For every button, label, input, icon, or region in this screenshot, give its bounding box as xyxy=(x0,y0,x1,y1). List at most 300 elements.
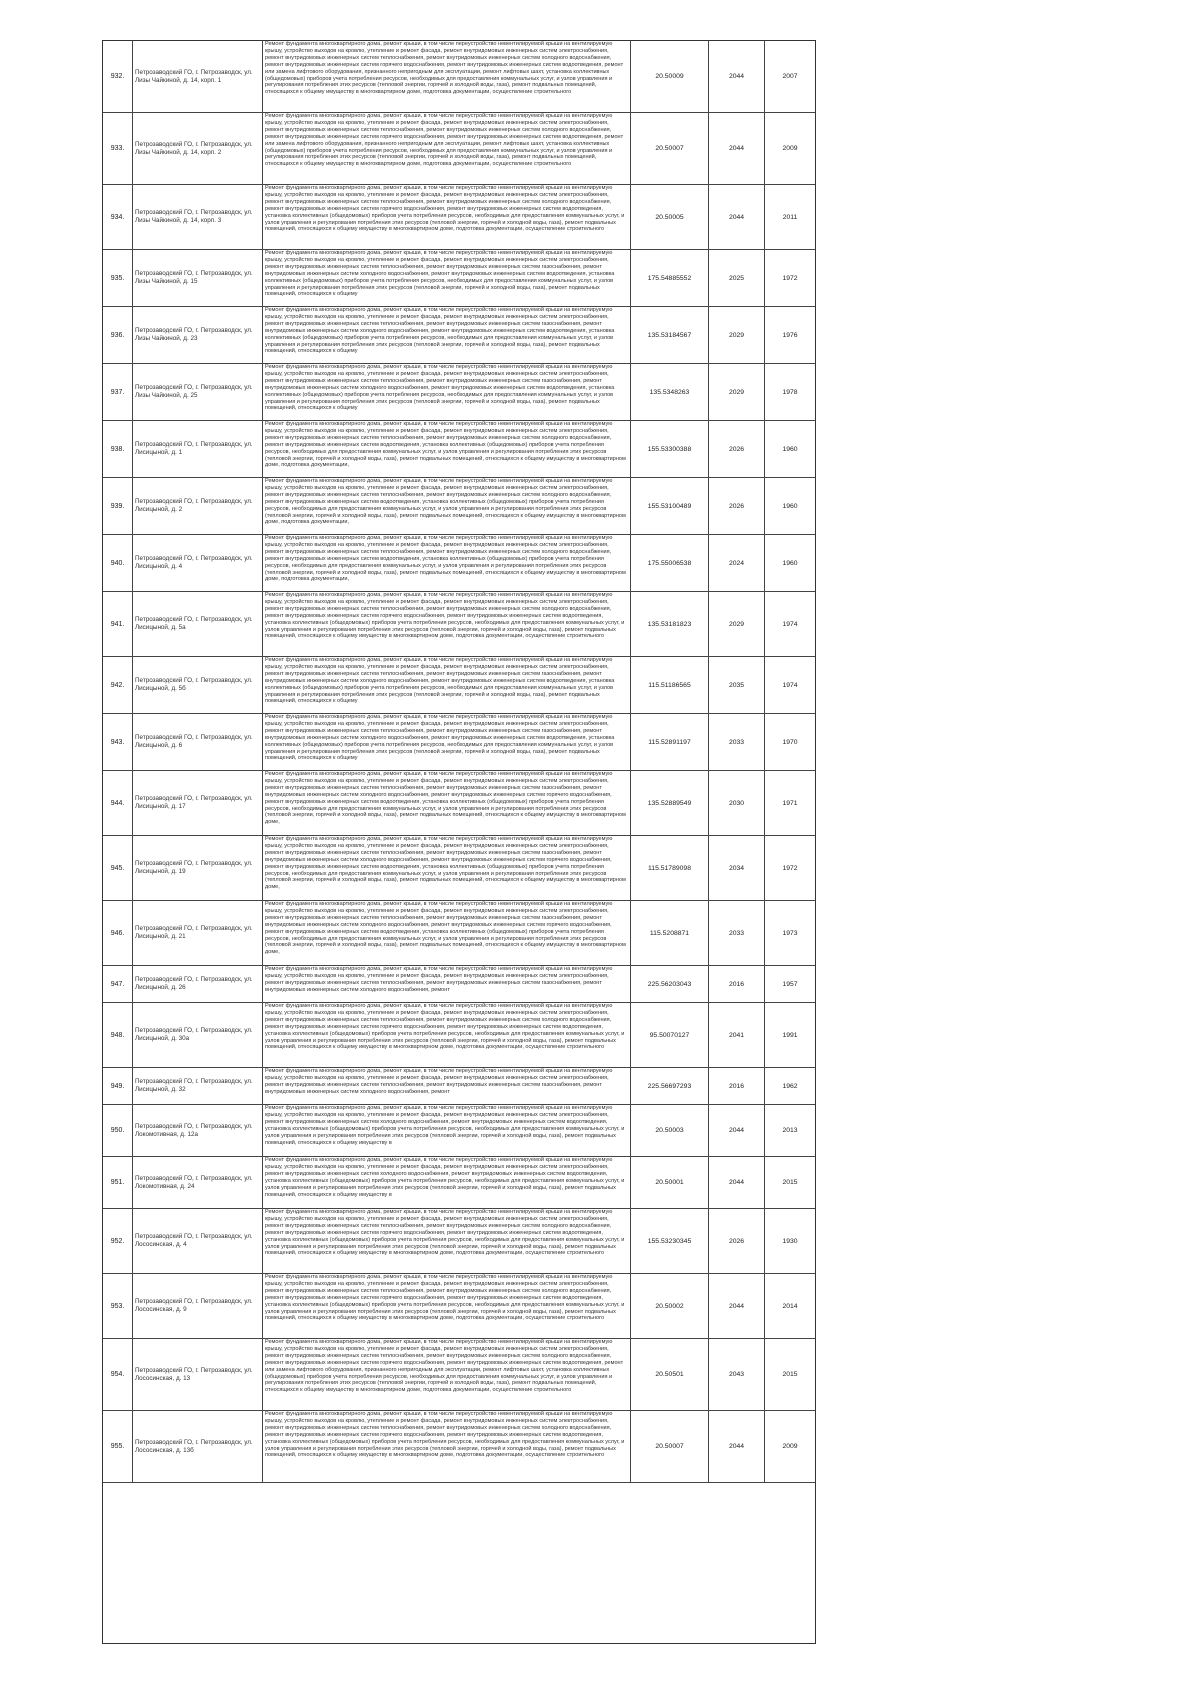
plan-year-cell xyxy=(709,901,765,965)
row-number xyxy=(103,1003,133,1067)
plan-year-cell-text: 2043 xyxy=(728,1371,745,1378)
work-description-cell xyxy=(263,657,631,713)
cost-cell xyxy=(631,535,709,591)
work-description-cell-text: Ремонт фундамента многоквартирного дома, ремонт крыши, в том числе переустройство невентилируемой крыши на вентилируемую крышу, устройство выходов на кровлю, утепление и ремонт фасада, ремонт внутридомовых инженерных систем электроснабжения, ремонт внутридомовых инженерных систем теплоснабжения, ремонт внутридомовых инженерных систем газоснабжения, ремонт внутридомовых инженерных систем холодного водоснабжения, ремонт внутридомовых инженерных систем водоотведения, установка коллективных (общедомовых) приборов учета потребления ресурсов, необходимых для предоставления коммунальных услуг, и узлов управления и регулирования потребления этих ресурсов (тепловой энергии, горячей и холодной воды, газа), ремонт подвальных помещений, относящихся к общему xyxy=(265,364,615,412)
work-description-cell xyxy=(263,966,631,1002)
plan-year-cell xyxy=(709,771,765,835)
row-number-text: 952. xyxy=(110,1237,125,1245)
plan-year-cell-text: 2035 xyxy=(728,681,745,689)
row-number xyxy=(103,364,133,420)
cost-cell xyxy=(631,1157,709,1208)
row-number-text: 938. xyxy=(110,445,125,453)
row-number xyxy=(103,1411,133,1482)
work-description-cell xyxy=(263,41,631,112)
build-year-cell-text: 1978 xyxy=(782,388,798,396)
address-cell-text: Петрозаводский ГО, г. Петрозаводск, ул. Лизы Чайкиной, д. 15 xyxy=(135,270,253,285)
plan-year-cell-text: 2044 xyxy=(728,1302,745,1310)
build-year-cell xyxy=(765,1274,815,1338)
build-year-cell-text: 1973 xyxy=(782,929,798,937)
cost-cell-text: 175.54885552 xyxy=(647,274,692,282)
address-cell-text: Петрозаводский ГО, г. Петрозаводск, ул. Лососинская, д. 13 xyxy=(135,1366,253,1382)
table-row xyxy=(103,657,815,714)
address-cell xyxy=(133,771,263,835)
row-number xyxy=(103,592,133,656)
cost-cell-text: 155.53300388 xyxy=(647,445,692,453)
row-number xyxy=(103,421,133,477)
table-row xyxy=(103,1274,815,1339)
cost-cell xyxy=(631,592,709,656)
capital-repair-table xyxy=(102,40,816,1644)
work-description-cell-text: Ремонт фундамента многоквартирного дома, ремонт крыши, в том числе переустройство невентилируемой крыши на вентилируемую крышу, устройство выходов на кровлю, утепление и ремонт фасада, ремонт внутридомовых инженерных систем электроснабжения, ремонт внутридомовых инженерных систем теплоснабжения, ремонт внутридомовых инженерных систем холодного водоснабжения, ремонт внутридомовых инженерных систем горячего водоснабжения, ремонт внутридомовых инженерных систем водоотведения, ремонт или замена лифтового оборудования, признанного непригодным для эксплуатации, ремонт лифтовых шахт, установка коллективных (общедомовых) приборов учета потребления ресурсов, необходимых для предоставления коммунальных услуг, и узлов управления и регулирования потребления этих ресурсов (тепловой энергии, горячей и холодной воды, газа), ремонт подвальных помещений, относящихся к общему имуществу в многоквартирном доме, подготовка документации, осуществление строительного xyxy=(265,1339,624,1394)
work-description-cell xyxy=(263,592,631,656)
row-number-text: 953. xyxy=(110,1302,125,1310)
row-number-text: 937. xyxy=(110,388,125,396)
row-number-text: 934. xyxy=(110,213,125,221)
cost-cell xyxy=(631,771,709,835)
build-year-cell xyxy=(765,478,815,534)
build-year-cell xyxy=(765,1209,815,1273)
build-year-cell xyxy=(765,1157,815,1208)
address-cell xyxy=(133,592,263,656)
cost-cell-text: 135.52889549 xyxy=(647,799,692,807)
plan-year-cell xyxy=(709,185,765,249)
plan-year-cell xyxy=(709,364,765,420)
work-description-cell-text: Ремонт фундамента многоквартирного дома, ремонт крыши, в том числе переустройство невентилируемой крыши на вентилируемую крышу, устройство выходов на кровлю, утепление и ремонт фасада, ремонт внутридомовых инженерных систем электроснабжения, ремонт внутридомовых инженерных систем теплоснабжения, ремонт внутридомовых инженерных систем холодного водоснабжения, ремонт внутридомовых инженерных систем горячего водоснабжения, ремонт внутридомовых инженерных систем водоотведения, ремонт или замена лифтового оборудования, признанного непригодным для эксплуатации, ремонт лифтовых шахт, установка коллективных (общедомовых) приборов учета потребления ресурсов, необходимых для предоставления коммунальных услуг, и узлов управления и регулирования потребления этих ресурсов (тепловой энергии, горячей и холодной воды, газа), ремонт подвальных помещений, относящихся к общему имуществу в многоквартирном доме, подготовка документации, осуществление строительного xyxy=(265,41,624,96)
work-description-cell xyxy=(263,185,631,249)
plan-year-cell xyxy=(709,1157,765,1208)
plan-year-cell-text: 2033 xyxy=(728,738,745,746)
cost-cell xyxy=(631,1339,709,1410)
address-cell xyxy=(133,1157,263,1208)
cost-cell-text: 20.50501 xyxy=(655,1371,684,1378)
work-description-cell xyxy=(263,1105,631,1156)
build-year-cell xyxy=(765,113,815,184)
work-description-cell xyxy=(263,421,631,477)
table-row xyxy=(103,714,815,771)
work-description-cell xyxy=(263,771,631,835)
build-year-cell-text: 1974 xyxy=(782,681,798,689)
address-cell xyxy=(133,421,263,477)
table-row xyxy=(103,1209,815,1274)
work-description-cell-text: Ремонт фундамента многоквартирного дома, ремонт крыши, в том числе переустройство невентилируемой крыши на вентилируемую крышу, устройство выходов на кровлю, утепление и ремонт фасада, ремонт внутридомовых инженерных систем электроснабжения, ремонт внутридомовых инженерных систем теплоснабжения, ремонт внутридомовых инженерных систем холодного водоснабжения, ремонт внутридомовых инженерных систем водоотведения, установка коллективных (общедомовых) приборов учета потребления ресурсов, необходимых для предоставления коммунальных услуг, и узлов управления и регулирования потребления этих ресурсов (тепловой энергии, горячей и холодной воды, газа), ремонт подвальных помещений, относящихся к общему имуществу в многоквартирном доме, подготовка документации, xyxy=(265,535,626,583)
row-number-text: 947. xyxy=(110,980,125,988)
row-number-text: 954. xyxy=(110,1371,125,1378)
row-number xyxy=(103,901,133,965)
build-year-cell-text: 2009 xyxy=(782,1443,798,1450)
build-year-cell xyxy=(765,41,815,112)
work-description-cell-text: Ремонт фундамента многоквартирного дома, ремонт крыши, в том числе переустройство невентилируемой крыши на вентилируемую крышу, устройство выходов на кровлю, утепление и ремонт фасада, ремонт внутридомовых инженерных систем электроснабжения, ремонт внутридомовых инженерных систем холодного водоснабжения, ремонт внутридомовых инженерных систем водоотведения, установка коллективных (общедомовых) приборов учета потребления ресурсов, необходимых для предоставления коммунальных услуг, и узлов управления и регулирования потребления этих ресурсов (тепловой энергии, горячей и холодной воды, газа), ремонт подвальных помещений, относящихся к общему имуществу в xyxy=(265,1157,625,1198)
table-row xyxy=(103,478,815,535)
address-cell xyxy=(133,1105,263,1156)
address-cell-text: Петрозаводский ГО, г. Петрозаводск, ул. Лизы Чайкиной, д. 14, корп. 1 xyxy=(135,68,253,84)
row-number xyxy=(103,1105,133,1156)
address-cell-text: Петрозаводский ГО, г. Петрозаводск, ул. Локомотивная, д. 12а xyxy=(135,1122,253,1138)
work-description-cell-text: Ремонт фундамента многоквартирного дома, ремонт крыши, в том числе переустройство невентилируемой крыши на вентилируемую крышу, устройство выходов на кровлю, утепление и ремонт фасада, ремонт внутридомовых инженерных систем электроснабжения, ремонт внутридомовых инженерных систем теплоснабжения, ремонт внутридомовых инженерных систем холодного водоснабжения, ремонт внутридомовых инженерных систем водоотведения, установка коллективных (общедомовых) приборов учета потребления ресурсов, необходимых для предоставления коммунальных услуг, и узлов управления и регулирования потребления этих ресурсов (тепловой энергии, горячей и холодной воды, газа), ремонт подвальных помещений, относящихся к общему имуществу в многоквартирном доме, подготовка документации, xyxy=(265,421,626,469)
plan-year-cell-text: 2034 xyxy=(728,864,745,872)
table-row xyxy=(103,966,815,1003)
work-description-cell xyxy=(263,250,631,306)
plan-year-cell xyxy=(709,41,765,112)
row-number-text: 943. xyxy=(110,738,125,746)
work-description-cell xyxy=(263,1274,631,1338)
row-number-text: 941. xyxy=(110,620,125,628)
build-year-cell xyxy=(765,966,815,1002)
plan-year-cell-text: 2044 xyxy=(728,73,745,80)
work-description-cell-text: Ремонт фундамента многоквартирного дома, ремонт крыши, в том числе переустройство невентилируемой крыши на вентилируемую крышу, устройство выходов на кровлю, утепление и ремонт фасада, ремонт внутридомовых инженерных систем электроснабжения, ремонт внутридомовых инженерных систем теплоснабжения, ремонт внутридомовых инженерных систем холодного водоснабжения, ремонт внутридомовых инженерных систем горячего водоснабжения, ремонт внутридомовых инженерных систем водоотведения, установка коллективных (общедомовых) приборов учета потребления ресурсов, необходимых для предоставления коммунальных услуг, и узлов управления и регулирования потребления этих ресурсов (тепловой энергии, горячей и холодной воды, газа), ремонт подвальных помещений, относящихся к общему имуществу в многоквартирном доме, подготовка документации, осуществление строительного xyxy=(265,592,625,640)
build-year-cell-text: 1960 xyxy=(782,502,798,510)
row-number xyxy=(103,714,133,770)
cost-cell-text: 20.50007 xyxy=(655,1443,684,1450)
build-year-cell xyxy=(765,421,815,477)
plan-year-cell-text: 2033 xyxy=(728,929,745,937)
row-number xyxy=(103,771,133,835)
row-number-text: 950. xyxy=(110,1127,125,1134)
row-number xyxy=(103,1157,133,1208)
cost-cell-text: 135.53181823 xyxy=(647,620,692,628)
work-description-cell xyxy=(263,901,631,965)
table-row xyxy=(103,307,815,364)
work-description-cell-text: Ремонт фундамента многоквартирного дома, ремонт крыши, в том числе переустройство невентилируемой крыши на вентилируемую крышу, устройство выходов на кровлю, утепление и ремонт фасада, ремонт внутридомовых инженерных систем электроснабжения, ремонт внутридомовых инженерных систем теплоснабжения, ремонт внутридомовых инженерных систем газоснабжения, ремонт внутридомовых инженерных систем холодного водоснабжения, ремонт внутридомовых инженерных систем водоотведения, установка коллективных (общедомовых) приборов учета потребления ресурсов, необходимых для предоставления коммунальных услуг, и узлов управления и регулирования потребления этих ресурсов (тепловой энергии, горячей и холодной воды, газа), ремонт подвальных помещений, относящихся к общему xyxy=(265,714,615,762)
build-year-cell xyxy=(765,1105,815,1156)
plan-year-cell-text: 2026 xyxy=(728,1237,745,1245)
address-cell-text: Петрозаводский ГО, г. Петрозаводск, ул. Лизы Чайкиной, д. 25 xyxy=(135,384,253,399)
plan-year-cell-text: 2026 xyxy=(728,445,745,453)
address-cell-text: Петрозаводский ГО, г. Петрозаводск, ул. Лисицыной, д. 2 xyxy=(135,498,253,513)
cost-cell xyxy=(631,1105,709,1156)
build-year-cell-text: 1930 xyxy=(782,1237,798,1245)
work-description-cell xyxy=(263,1157,631,1208)
cost-cell xyxy=(631,478,709,534)
work-description-cell-text: Ремонт фундамента многоквартирного дома, ремонт крыши, в том числе переустройство невентилируемой крыши на вентилируемую крышу, устройство выходов на кровлю, утепление и ремонт фасада, ремонт внутридомовых инженерных систем электроснабжения, ремонт внутридомовых инженерных систем теплоснабжения, ремонт внутридомовых инженерных систем холодного водоснабжения, ремонт внутридомовых инженерных систем водоотведения, установка коллективных (общедомовых) приборов учета потребления ресурсов, необходимых для предоставления коммунальных услуг, и узлов управления и регулирования потребления этих ресурсов (тепловой энергии, горячей и холодной воды, газа), ремонт подвальных помещений, относящихся к общему имуществу в многоквартирном доме, подготовка документации, xyxy=(265,478,626,526)
address-cell xyxy=(133,113,263,184)
build-year-cell xyxy=(765,535,815,591)
cost-cell-text: 225.56697293 xyxy=(647,1082,692,1090)
address-cell-text: Петрозаводский ГО, г. Петрозаводск, ул. Лисицыной, д. 19 xyxy=(135,860,253,875)
table-row xyxy=(103,1339,815,1411)
plan-year-cell-text: 2044 xyxy=(728,145,745,152)
table-row xyxy=(103,535,815,592)
address-cell xyxy=(133,1274,263,1338)
cost-cell-text: 155.53100489 xyxy=(647,502,692,510)
build-year-cell-text: 2015 xyxy=(782,1179,798,1186)
plan-year-cell xyxy=(709,1105,765,1156)
row-number xyxy=(103,113,133,184)
plan-year-cell-text: 2029 xyxy=(728,331,745,339)
row-number-text: 949. xyxy=(110,1082,125,1090)
address-cell xyxy=(133,41,263,112)
plan-year-cell-text: 2025 xyxy=(728,274,745,282)
build-year-cell xyxy=(765,250,815,306)
row-number xyxy=(103,41,133,112)
cost-cell xyxy=(631,185,709,249)
address-cell-text: Петрозаводский ГО, г. Петрозаводск, ул. Лососинская, д. 9 xyxy=(135,1298,253,1313)
address-cell-text: Петрозаводский ГО, г. Петрозаводск, ул. Лизы Чайкиной, д. 14, корп. 2 xyxy=(135,140,253,156)
cost-cell-text: 115.51186565 xyxy=(648,681,691,689)
row-number-text: 932. xyxy=(110,73,125,80)
address-cell-text: Петрозаводский ГО, г. Петрозаводск, ул. Лососинская, д. 13б xyxy=(135,1438,253,1454)
cost-cell xyxy=(631,113,709,184)
work-description-cell-text: Ремонт фундамента многоквартирного дома, ремонт крыши, в том числе переустройство невентилируемой крыши на вентилируемую крышу, устройство выходов на кровлю, утепление и ремонт фасада, ремонт внутридомовых инженерных систем электроснабжения, ремонт внутридомовых инженерных систем теплоснабжения, ремонт внутридомовых инженерных систем холодного водоснабжения, ремонт внутридомовых инженерных систем горячего водоснабжения, ремонт внутридомовых инженерных систем водоотведения, ремонт или замена лифтового оборудования, признанного непригодным для эксплуатации, ремонт лифтовых шахт, установка коллективных (общедомовых) приборов учета потребления ресурсов, необходимых для предоставления коммунальных услуг, и узлов управления и регулирования потребления этих ресурсов (тепловой энергии, горячей и холодной воды, газа), ремонт подвальных помещений, относящихся к общему имуществу в многоквартирном доме, подготовка документации, осуществление строительного xyxy=(265,113,624,168)
cost-cell-text: 155.53230345 xyxy=(647,1237,692,1245)
row-number xyxy=(103,1068,133,1104)
row-number-text: 933. xyxy=(110,145,125,152)
cost-cell-text: 20.50002 xyxy=(655,1302,684,1310)
plan-year-cell-text: 2044 xyxy=(728,1127,745,1134)
address-cell xyxy=(133,657,263,713)
address-cell-text: Петрозаводский ГО, г. Петрозаводск, ул. Лисицыной, д. 26 xyxy=(135,976,253,991)
row-number xyxy=(103,250,133,306)
address-cell-text: Петрозаводский ГО, г. Петрозаводск, ул. Лизы Чайкиной, д. 23 xyxy=(135,327,253,342)
work-description-cell-text: Ремонт фундамента многоквартирного дома, ремонт крыши, в том числе переустройство невентилируемой крыши на вентилируемую крышу, устройство выходов на кровлю, утепление и ремонт фасада, ремонт внутридомовых инженерных систем электроснабжения, ремонт внутридомовых инженерных систем теплоснабжения, ремонт внутридомовых инженерных систем газоснабжения, ремонт внутридомовых инженерных систем холодного водоснабжения, ремонт внутридомовых инженерных систем горячего водоснабжения, ремонт внутридомовых инженерных систем водоотведения, установка коллективных (общедомовых) приборов учета потребления ресурсов, необходимых для предоставления коммунальных услуг, и узлов управления и регулирования потребления этих ресурсов (тепловой энергии, горячей и холодной воды, газа), ремонт подвальных помещений, относящихся к общему имуществу в многоквартирном доме, xyxy=(265,771,626,826)
table-row xyxy=(103,836,815,901)
address-cell-text: Петрозаводский ГО, г. Петрозаводск, ул. Локомотивная, д. 24 xyxy=(135,1174,253,1190)
work-description-cell-text: Ремонт фундамента многоквартирного дома, ремонт крыши, в том числе переустройство невентилируемой крыши на вентилируемую крышу, устройство выходов на кровлю, утепление и ремонт фасада, ремонт внутридомовых инженерных систем электроснабжения, ремонт внутридомовых инженерных систем теплоснабжения, ремонт внутридомовых инженерных систем газоснабжения, ремонт внутридомовых инженерных систем холодного водоснабжения, ремонт внутридомовых инженерных систем горячего водоснабжения, ремонт внутридомовых инженерных систем водоотведения, установка коллективных (общедомовых) приборов учета потребления ресурсов, необходимых для предоставления коммунальных услуг, и узлов управления и регулирования потребления этих ресурсов (тепловой энергии, горячей и холодной воды, газа), ремонт подвальных помещений, относящихся к общему имуществу в многоквартирном доме, xyxy=(265,901,626,956)
work-description-cell-text: Ремонт фундамента многоквартирного дома, ремонт крыши, в том числе переустройство невентилируемой крыши на вентилируемую крышу, устройство выходов на кровлю, утепление и ремонт фасада, ремонт внутридомовых инженерных систем электроснабжения, ремонт внутридомовых инженерных систем теплоснабжения, ремонт внутридомовых инженерных систем газоснабжения, ремонт внутридомовых инженерных систем холодного водоснабжения, ремонт xyxy=(265,966,613,993)
build-year-cell xyxy=(765,1068,815,1104)
build-year-cell-text: 2011 xyxy=(782,213,798,221)
build-year-cell xyxy=(765,714,815,770)
build-year-cell xyxy=(765,307,815,363)
cost-cell xyxy=(631,657,709,713)
table-row xyxy=(103,1157,815,1209)
row-number xyxy=(103,1339,133,1410)
plan-year-cell xyxy=(709,1274,765,1338)
address-cell xyxy=(133,250,263,306)
build-year-cell xyxy=(765,771,815,835)
address-cell xyxy=(133,966,263,1002)
build-year-cell xyxy=(765,1411,815,1482)
address-cell-text: Петрозаводский ГО, г. Петрозаводск, ул. Лисицыной, д. 5а xyxy=(135,616,253,631)
plan-year-cell-text: 2041 xyxy=(728,1031,745,1039)
cost-cell-text: 115.5208871 xyxy=(649,929,690,937)
row-number-text: 935. xyxy=(110,274,125,282)
address-cell xyxy=(133,185,263,249)
row-number-text: 945. xyxy=(110,864,125,872)
build-year-cell-text: 1972 xyxy=(782,864,798,872)
table-row xyxy=(103,1411,815,1483)
build-year-cell xyxy=(765,185,815,249)
row-number-text: 939. xyxy=(110,502,125,510)
row-number xyxy=(103,966,133,1002)
work-description-cell-text: Ремонт фундамента многоквартирного дома, ремонт крыши, в том числе переустройство невентилируемой крыши на вентилируемую крышу, устройство выходов на кровлю, утепление и ремонт фасада, ремонт внутридомовых инженерных систем электроснабжения, ремонт внутридомовых инженерных систем теплоснабжения, ремонт внутридомовых инженерных систем холодного водоснабжения, ремонт внутридомовых инженерных систем горячего водоснабжения, ремонт внутридомовых инженерных систем водоотведения, установка коллективных (общедомовых) приборов учета потребления ресурсов, необходимых для предоставления коммунальных услуг, и узлов управления и регулирования потребления этих ресурсов (тепловой энергии, горячей и холодной воды, газа), ремонт подвальных помещений, относящихся к общему имуществу в многоквартирном доме, подготовка документации, осуществление строительного xyxy=(265,185,625,233)
work-description-cell xyxy=(263,535,631,591)
address-cell xyxy=(133,901,263,965)
plan-year-cell xyxy=(709,966,765,1002)
row-number-text: 940. xyxy=(110,559,125,567)
work-description-cell xyxy=(263,364,631,420)
plan-year-cell-text: 2044 xyxy=(728,213,745,221)
build-year-cell xyxy=(765,1339,815,1410)
address-cell xyxy=(133,364,263,420)
cost-cell-text: 135.5348263 xyxy=(649,388,690,396)
cost-cell-text: 20.50005 xyxy=(655,213,684,221)
address-cell xyxy=(133,1209,263,1273)
work-description-cell xyxy=(263,478,631,534)
address-cell-text: Петрозаводский ГО, г. Петрозаводск, ул. Лисицыной, д. 6 xyxy=(135,734,253,749)
cost-cell-text: 135.53184567 xyxy=(647,331,692,339)
plan-year-cell xyxy=(709,592,765,656)
cost-cell-text: 225.56203043 xyxy=(647,980,692,988)
address-cell-text: Петрозаводский ГО, г. Петрозаводск, ул. Лисицыной, д. 21 xyxy=(135,925,253,940)
address-cell-text: Петрозаводский ГО, г. Петрозаводск, ул. Лисицыной, д. 17 xyxy=(135,795,253,810)
plan-year-cell xyxy=(709,1411,765,1482)
cost-cell-text: 20.50009 xyxy=(655,73,684,80)
work-description-cell xyxy=(263,307,631,363)
plan-year-cell xyxy=(709,113,765,184)
cost-cell-text: 175.55006538 xyxy=(647,559,692,567)
plan-year-cell xyxy=(709,1003,765,1067)
address-cell xyxy=(133,478,263,534)
table-row xyxy=(103,364,815,421)
cost-cell-text: 95.50070127 xyxy=(649,1031,690,1039)
row-number xyxy=(103,307,133,363)
cost-cell xyxy=(631,421,709,477)
build-year-cell xyxy=(765,836,815,900)
build-year-cell-text: 1971 xyxy=(782,799,798,807)
address-cell xyxy=(133,535,263,591)
plan-year-cell xyxy=(709,714,765,770)
table-row xyxy=(103,592,815,657)
table-row xyxy=(103,41,815,113)
row-number-text: 936. xyxy=(110,331,125,339)
cost-cell-text: 20.50003 xyxy=(655,1127,684,1134)
cost-cell xyxy=(631,364,709,420)
cost-cell xyxy=(631,901,709,965)
build-year-cell-text: 2009 xyxy=(782,145,798,152)
row-number-text: 944. xyxy=(110,799,125,807)
table-row xyxy=(103,1105,815,1157)
address-cell xyxy=(133,1339,263,1410)
plan-year-cell xyxy=(709,250,765,306)
address-cell-text: Петрозаводский ГО, г. Петрозаводск, ул. Лисицыной, д. 30а xyxy=(135,1027,253,1042)
cost-cell xyxy=(631,1003,709,1067)
row-number xyxy=(103,1209,133,1273)
work-description-cell-text: Ремонт фундамента многоквартирного дома, ремонт крыши, в том числе переустройство невентилируемой крыши на вентилируемую крышу, устройство выходов на кровлю, утепление и ремонт фасада, ремонт внутридомовых инженерных систем электроснабжения, ремонт внутридомовых инженерных систем теплоснабжения, ремонт внутридомовых инженерных систем газоснабжения, ремонт внутридомовых инженерных систем холодного водоснабжения, ремонт внутридомовых инженерных систем водоотведения, установка коллективных (общедомовых) приборов учета потребления ресурсов, необходимых для предоставления коммунальных услуг, и узлов управления и регулирования потребления этих ресурсов (тепловой энергии, горячей и холодной воды, газа), ремонт подвальных помещений, относящихся к общему xyxy=(265,250,615,298)
cost-cell xyxy=(631,1411,709,1482)
table-row xyxy=(103,250,815,307)
plan-year-cell xyxy=(709,307,765,363)
build-year-cell-text: 2007 xyxy=(782,73,798,80)
address-cell-text: Петрозаводский ГО, г. Петрозаводск, ул. Лисицыной, д. 32 xyxy=(135,1078,253,1093)
work-description-cell xyxy=(263,1003,631,1067)
table-row xyxy=(103,1068,815,1105)
plan-year-cell-text: 2016 xyxy=(728,980,745,988)
row-number-text: 942. xyxy=(110,681,125,689)
address-cell-text: Петрозаводский ГО, г. Петрозаводск, ул. Лисицыной, д. 1 xyxy=(135,441,253,456)
row-number-text: 948. xyxy=(110,1031,125,1039)
cost-cell xyxy=(631,714,709,770)
plan-year-cell-text: 2024 xyxy=(728,559,745,567)
cost-cell xyxy=(631,1068,709,1104)
cost-cell-text: 115.52891197 xyxy=(648,738,691,746)
address-cell xyxy=(133,836,263,900)
build-year-cell-text: 1976 xyxy=(782,331,798,339)
plan-year-cell-text: 2044 xyxy=(728,1443,745,1450)
plan-year-cell-text: 2026 xyxy=(728,502,745,510)
plan-year-cell xyxy=(709,478,765,534)
table-row xyxy=(103,901,815,966)
work-description-cell-text: Ремонт фундамента многоквартирного дома, ремонт крыши, в том числе переустройство невентилируемой крыши на вентилируемую крышу, устройство выходов на кровлю, утепление и ремонт фасада, ремонт внутридомовых инженерных систем электроснабжения, ремонт внутридомовых инженерных систем теплоснабжения, ремонт внутридомовых инженерных систем холодного водоснабжения, ремонт внутридомовых инженерных систем горячего водоснабжения, ремонт внутридомовых инженерных систем водоотведения, установка коллективных (общедомовых) приборов учета потребления ресурсов, необходимых для предоставления коммунальных услуг, и узлов управления и регулирования потребления этих ресурсов (тепловой энергии, горячей и холодной воды, газа), ремонт подвальных помещений, относящихся к общему имуществу в многоквартирном доме, подготовка документации, осуществление строительного xyxy=(265,1209,625,1257)
work-description-cell xyxy=(263,1068,631,1104)
plan-year-cell xyxy=(709,535,765,591)
work-description-cell xyxy=(263,836,631,900)
build-year-cell-text: 1957 xyxy=(782,980,798,988)
plan-year-cell-text: 2016 xyxy=(728,1082,745,1090)
work-description-cell xyxy=(263,1339,631,1410)
cost-cell xyxy=(631,250,709,306)
build-year-cell xyxy=(765,1003,815,1067)
table-row xyxy=(103,113,815,185)
address-cell-text: Петрозаводский ГО, г. Петрозаводск, ул. Лисицыной, д. 5б xyxy=(135,677,253,692)
work-description-cell-text: Ремонт фундамента многоквартирного дома, ремонт крыши, в том числе переустройство невентилируемой крыши на вентилируемую крышу, устройство выходов на кровлю, утепление и ремонт фасада, ремонт внутридомовых инженерных систем электроснабжения, ремонт внутридомовых инженерных систем теплоснабжения, ремонт внутридомовых инженерных систем холодного водоснабжения, ремонт внутридомовых инженерных систем горячего водоснабжения, ремонт внутридомовых инженерных систем водоотведения, установка коллективных (общедомовых) приборов учета потребления ресурсов, необходимых для предоставления коммунальных услуг, и узлов управления и регулирования потребления этих ресурсов (тепловой энергии, горячей и холодной воды, газа), ремонт подвальных помещений, относящихся к общему имуществу в многоквартирном доме, подготовка документации, осуществление строительного xyxy=(265,1274,625,1322)
plan-year-cell xyxy=(709,1068,765,1104)
address-cell-text: Петрозаводский ГО, г. Петрозаводск, ул. Лизы Чайкиной, д. 14, корп. 3 xyxy=(135,209,253,224)
plan-year-cell xyxy=(709,1209,765,1273)
cost-cell xyxy=(631,1209,709,1273)
build-year-cell-text: 1991 xyxy=(782,1031,798,1039)
row-number xyxy=(103,657,133,713)
work-description-cell-text: Ремонт фундамента многоквартирного дома, ремонт крыши, в том числе переустройство невентилируемой крыши на вентилируемую крышу, устройство выходов на кровлю, утепление и ремонт фасада, ремонт внутридомовых инженерных систем электроснабжения, ремонт внутридомовых инженерных систем холодного водоснабжения, ремонт внутридомовых инженерных систем водоотведения, установка коллективных (общедомовых) приборов учета потребления ресурсов, необходимых для предоставления коммунальных услуг, и узлов управления и регулирования потребления этих ресурсов (тепловой энергии, горячей и холодной воды, газа), ремонт подвальных помещений, относящихся к общему имуществу в xyxy=(265,1105,625,1146)
plan-year-cell xyxy=(709,836,765,900)
build-year-cell xyxy=(765,364,815,420)
build-year-cell-text: 1970 xyxy=(782,738,798,746)
plan-year-cell-text: 2029 xyxy=(728,388,745,396)
work-description-cell xyxy=(263,113,631,184)
build-year-cell-text: 2014 xyxy=(782,1302,798,1310)
work-description-cell-text: Ремонт фундамента многоквартирного дома, ремонт крыши, в том числе переустройство невентилируемой крыши на вентилируемую крышу, устройство выходов на кровлю, утепление и ремонт фасада, ремонт внутридомовых инженерных систем электроснабжения, ремонт внутридомовых инженерных систем теплоснабжения, ремонт внутридомовых инженерных систем холодного водоснабжения, ремонт внутридомовых инженерных систем горячего водоснабжения, ремонт внутридомовых инженерных систем водоотведения, установка коллективных (общедомовых) приборов учета потребления ресурсов, необходимых для предоставления коммунальных услуг, и узлов управления и регулирования потребления этих ресурсов (тепловой энергии, горячей и холодной воды, газа), ремонт подвальных помещений, относящихся к общему имуществу в многоквартирном доме, подготовка документации, осуществление строительного xyxy=(265,1411,625,1459)
work-description-cell-text: Ремонт фундамента многоквартирного дома, ремонт крыши, в том числе переустройство невентилируемой крыши на вентилируемую крышу, устройство выходов на кровлю, утепление и ремонт фасада, ремонт внутридомовых инженерных систем электроснабжения, ремонт внутридомовых инженерных систем теплоснабжения, ремонт внутридомовых инженерных систем газоснабжения, ремонт внутридомовых инженерных систем холодного водоснабжения, ремонт внутридомовых инженерных систем водоотведения, установка коллективных (общедомовых) приборов учета потребления ресурсов, необходимых для предоставления коммунальных услуг, и узлов управления и регулирования потребления этих ресурсов (тепловой энергии, горячей и холодной воды, газа), ремонт подвальных помещений, относящихся к общему xyxy=(265,307,615,355)
plan-year-cell-text: 2029 xyxy=(728,620,745,628)
work-description-cell xyxy=(263,1411,631,1482)
address-cell xyxy=(133,1068,263,1104)
table-row xyxy=(103,771,815,836)
row-number xyxy=(103,185,133,249)
build-year-cell-text: 1960 xyxy=(782,445,798,453)
cost-cell xyxy=(631,1274,709,1338)
plan-year-cell-text: 2030 xyxy=(728,799,745,807)
plan-year-cell xyxy=(709,657,765,713)
row-number xyxy=(103,478,133,534)
row-number-text: 955. xyxy=(110,1443,125,1450)
cost-cell-text: 20.50001 xyxy=(655,1179,684,1186)
row-number-text: 946. xyxy=(110,929,125,937)
work-description-cell-text: Ремонт фундамента многоквартирного дома, ремонт крыши, в том числе переустройство невентилируемой крыши на вентилируемую крышу, устройство выходов на кровлю, утепление и ремонт фасада, ремонт внутридомовых инженерных систем электроснабжения, ремонт внутридомовых инженерных систем теплоснабжения, ремонт внутридомовых инженерных систем холодного водоснабжения, ремонт внутридомовых инженерных систем горячего водоснабжения, ремонт внутридомовых инженерных систем водоотведения, установка коллективных (общедомовых) приборов учета потребления ресурсов, необходимых для предоставления коммунальных услуг, и узлов управления и регулирования потребления этих ресурсов (тепловой энергии, горячей и холодной воды, газа), ремонт подвальных помещений, относящихся к общему имуществу в многоквартирном доме, подготовка документации, осуществление строительного xyxy=(265,1003,625,1051)
build-year-cell-text: 2015 xyxy=(782,1371,798,1378)
work-description-cell-text: Ремонт фундамента многоквартирного дома, ремонт крыши, в том числе переустройство невентилируемой крыши на вентилируемую крышу, устройство выходов на кровлю, утепление и ремонт фасада, ремонт внутридомовых инженерных систем электроснабжения, ремонт внутридомовых инженерных систем теплоснабжения, ремонт внутридомовых инженерных систем газоснабжения, ремонт внутридомовых инженерных систем холодного водоснабжения, ремонт xyxy=(265,1068,613,1095)
build-year-cell xyxy=(765,592,815,656)
plan-year-cell xyxy=(709,421,765,477)
table-row xyxy=(103,421,815,478)
build-year-cell-text: 1962 xyxy=(782,1082,798,1090)
build-year-cell-text: 1974 xyxy=(782,620,798,628)
address-cell-text: Петрозаводский ГО, г. Петрозаводск, ул. Лососинская, д. 4 xyxy=(135,1233,253,1248)
cost-cell xyxy=(631,307,709,363)
work-description-cell-text: Ремонт фундамента многоквартирного дома, ремонт крыши, в том числе переустройство невентилируемой крыши на вентилируемую крышу, устройство выходов на кровлю, утепление и ремонт фасада, ремонт внутридомовых инженерных систем электроснабжения, ремонт внутридомовых инженерных систем теплоснабжения, ремонт внутридомовых инженерных систем газоснабжения, ремонт внутридомовых инженерных систем холодного водоснабжения, ремонт внутридомовых инженерных систем горячего водоснабжения, ремонт внутридомовых инженерных систем водоотведения, установка коллективных (общедомовых) приборов учета потребления ресурсов, необходимых для предоставления коммунальных услуг, и узлов управления и регулирования потребления этих ресурсов (тепловой энергии, горячей и холодной воды, газа), ремонт подвальных помещений, относящихся к общему имуществу в многоквартирном доме, xyxy=(265,836,626,891)
address-cell xyxy=(133,307,263,363)
address-cell xyxy=(133,714,263,770)
row-number xyxy=(103,535,133,591)
plan-year-cell-text: 2044 xyxy=(728,1179,745,1186)
cost-cell xyxy=(631,966,709,1002)
cost-cell xyxy=(631,836,709,900)
row-number xyxy=(103,1274,133,1338)
row-number-text: 951. xyxy=(110,1179,125,1186)
address-cell xyxy=(133,1003,263,1067)
build-year-cell xyxy=(765,901,815,965)
build-year-cell xyxy=(765,657,815,713)
work-description-cell xyxy=(263,1209,631,1273)
build-year-cell-text: 1972 xyxy=(782,274,798,282)
